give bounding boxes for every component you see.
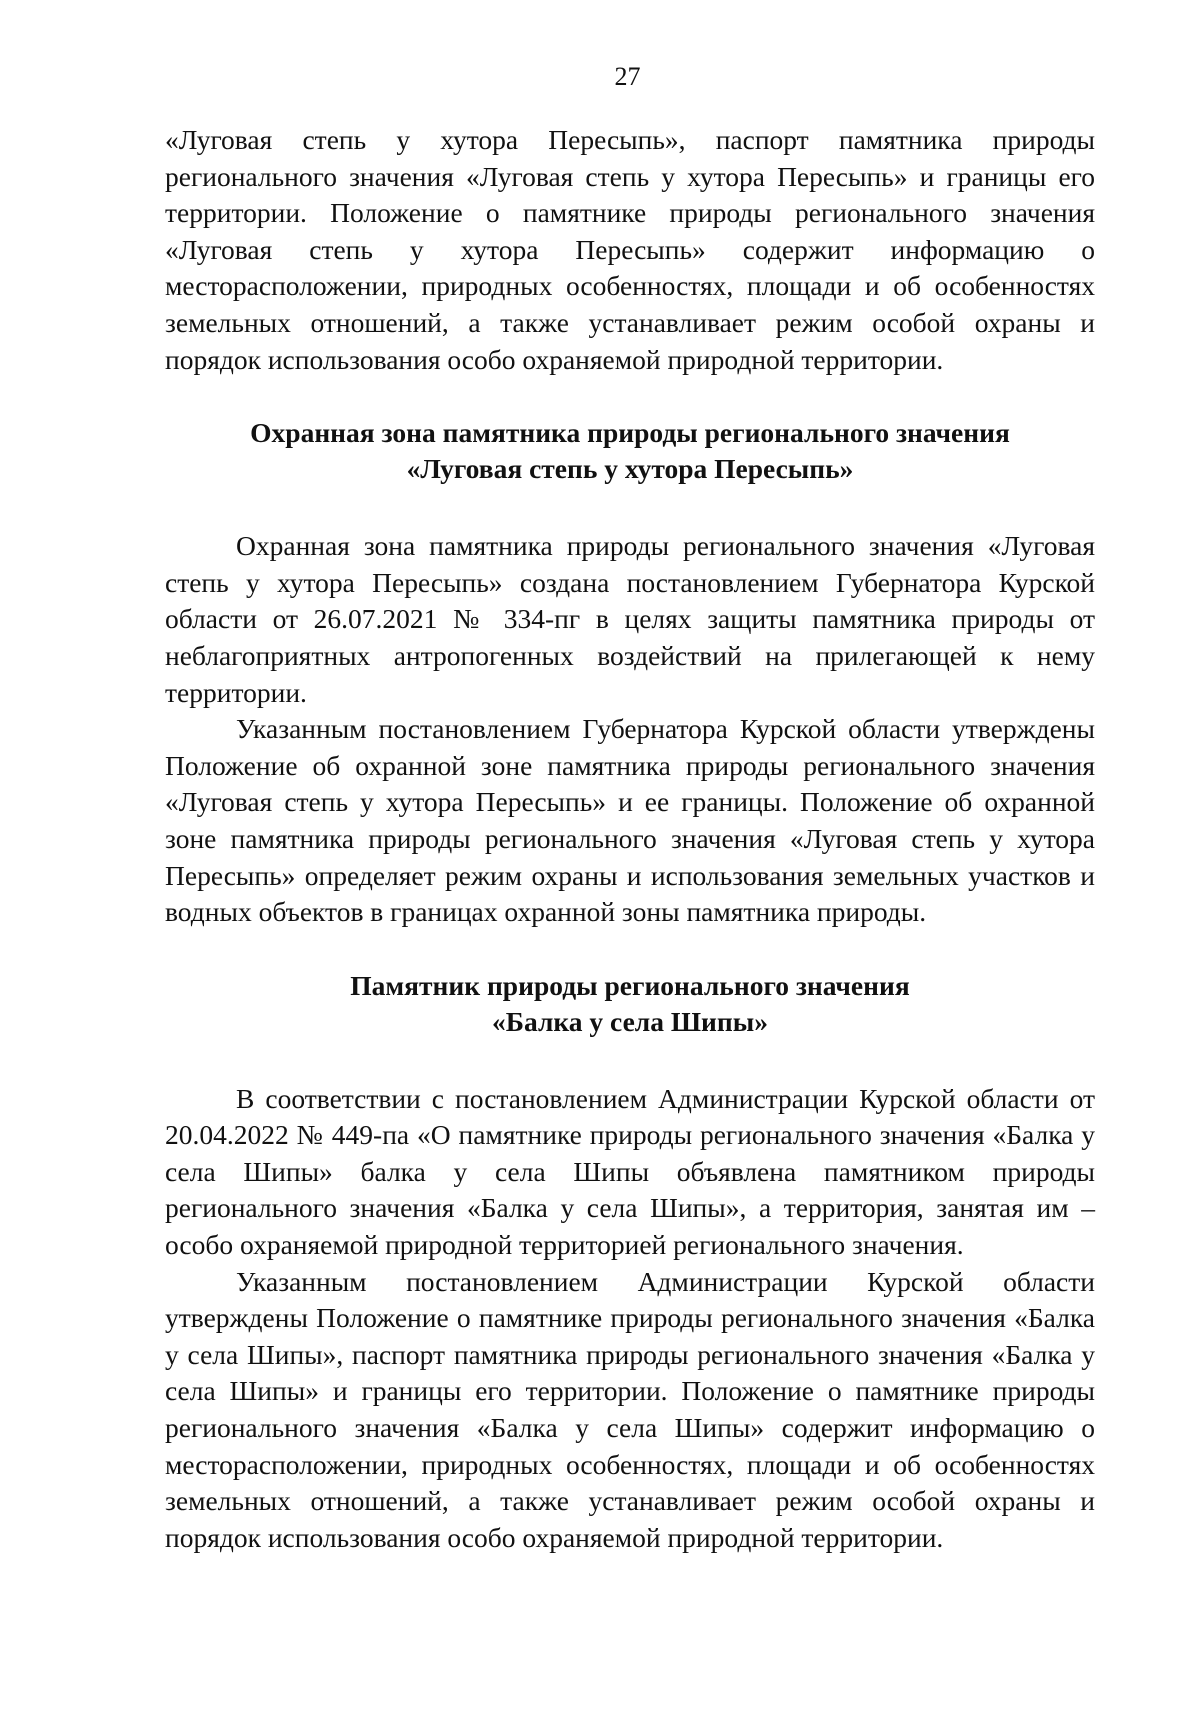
balka-paragraph-2: Указанным постановлением Администрации Курской области утверждены Положение о памятнике природы регионального значения «Балка у села Шипы», паспорт памятника природы регионального значения «Балка у села Шипы» и границы его территории. Положение о памятнике природы регионального значения «Балка у села Шипы» содержит информацию о месторасположении, природных особенностях, площади и об особенностях земельных отношений, а также устанавливает режим особой охраны и порядок использования особо охраняемой природной территории. bbox=[165, 1265, 1095, 1553]
zone-heading-line-2: «Луговая степь у хутора Пересыпь» bbox=[406, 453, 854, 485]
balka-section bbox=[165, 968, 1095, 1557]
balka-heading-line-2: «Балка у села Шипы» bbox=[492, 1005, 768, 1037]
zone-paragraph-2: Указанным постановлением Губернатора Курской области утверждены Положение об охранной зоне памятника природы регионального значения «Луговая степь у хутора Пересыпь» и ее границы. Положение об охранной зоне памятника природы регионального значения «Луговая степь у хутора Пересыпь» определяет режим охраны и использования земельных участков и водных объектов в границах охранной зоны памятника природы. bbox=[165, 713, 1095, 928]
zone-section bbox=[165, 415, 1095, 931]
intro-paragraph: «Луговая степь у хутора Пересыпь», паспорт памятника природы регионального значения «Луговая степь у хутора Пересыпь» и границы его территории. Положение о памятнике природы регионального значения «Луговая степь у хутора Пересыпь» содержит информацию о месторасположении, природных особенностях, площади и об особенностях земельных отношений, а также устанавливает режим особой охраны и порядок использования особо охраняемой природной территории. bbox=[165, 124, 1095, 375]
page-number: 27 bbox=[614, 62, 641, 91]
balka-heading-line-1: Памятник природы регионального значения bbox=[350, 969, 910, 1001]
balka-paragraph-1: В соответствии с постановлением Администрации Курской области от 20.04.2022 № 449-па «О памятнике природы регионального значения «Балка у села Шипы» балка у села Шипы объявлена памятником природы регионального значения «Балка у села Шипы», а территория, занятая им – особо охраняемой природной территорией регионального значения. bbox=[165, 1082, 1095, 1261]
zone-heading-line-1: Охранная зона памятника природы регионального значения bbox=[250, 417, 1010, 449]
document-body bbox=[165, 122, 1095, 1556]
zone-paragraph-1: Охранная зона памятника природы регионального значения «Луговая степь у хутора Пересыпь» создана постановлением Губернатора Курской области от 26.07.2021 № 334-пг в целях защиты памятника природы от неблагоприятных антропогенных воздействий на прилегающей к нему территории. bbox=[165, 530, 1095, 708]
